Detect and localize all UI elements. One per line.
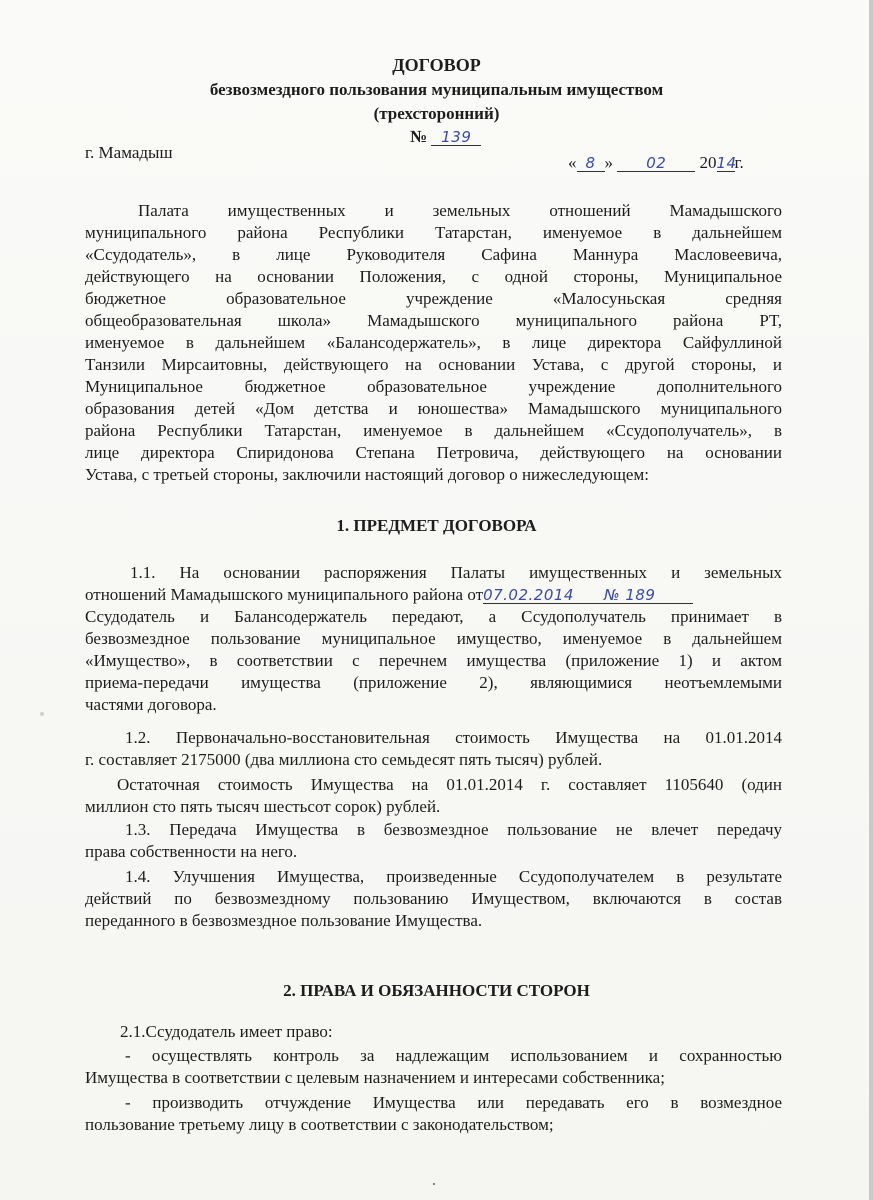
intro-line: «Ссудодатель», в лице Руководителя Сафина Маннура Масловеевича, [85,245,782,264]
intro-line: образования детей «Дом детства и юношества» Мамадышского муниципального [85,399,782,418]
number-label: № [410,127,428,146]
contract-date: « 8 » 02 2014г. [568,153,744,172]
clause-1-3-line: права собственности на него. [85,842,298,861]
clause-1-1-line: приема-передачи имущества (приложение 2), являющимися неотъемлемыми [85,673,782,692]
clause-2-1: 2.1.Ссудодатель имеет право: [120,1022,333,1041]
intro-line: общеобразовательная школа» Мамадышского муниципального района РТ, [85,311,782,330]
clause-1-2b-line: Остаточная стоимость Имущества на 01.01.2014 г. составляет 1105640 (один [117,775,782,794]
intro-line: муниципального района Республики Татарстан, именуемое в дальнейшем [85,223,782,242]
clause-1-1-line: отношений Мамадышского муниципального района от07.02.2014 № 189 [85,585,693,605]
clause-1-1-line: безвозмездное пользование муниципальное имущество, именуемое в дальнейшем [85,629,782,648]
intro-line: именуемое в дальнейшем «Балансодержатель», в лице директора Сайфуллиной [85,333,782,352]
page-edge [869,0,873,1200]
right-item-line: пользование третьему лицу в соответствии с законодательством; [85,1115,554,1134]
order-number: № 189 [603,586,656,604]
date-day: 8 [577,155,605,172]
clause-1-2b-line: миллион сто пять тысяч шестьсот сорок) рублей. [85,797,441,816]
document-subtitle: безвозмездного пользования муниципальным имуществом [209,80,664,99]
document-title: ДОГОВОР [392,55,481,75]
place: г. Мамадыш [85,143,173,162]
intro-line: района Республики Татарстан, именуемое в дальнейшем «Ссудополучатель», в [85,421,782,440]
clause-1-3-line: 1.3. Передача Имущества в безвозмездное пользование не влечет передачу [125,820,782,839]
document-kind: (трехсторонний) [373,104,500,123]
section-1-heading: 1. ПРЕДМЕТ ДОГОВОРА [336,516,537,535]
intro-line: Муниципальное бюджетное образовательное учреждение дополнительного [85,377,782,396]
date-year: 14 [716,154,737,172]
clause-1-2-line: г. составляет 2175000 (два миллиона сто семьдесят пять тысяч) рублей. [85,750,603,769]
scan-speck [40,712,44,716]
order-date: 07.02.2014 [483,586,574,604]
right-item-line: - осуществлять контроль за надлежащим использованием и сохранностью [125,1046,782,1065]
intro-line: Танзили Мирсаитовны, действующего на основании Устава, с другой стороны, и [85,355,782,374]
clause-1-1-line: «Имущество», в соответствии с перечнем имущества (приложение 1) и актом [85,651,782,670]
clause-1-1-line: 1.1. На основании распоряжения Палаты имущественных и земельных [130,563,782,582]
clause-1-2-line: 1.2. Первоначально-восстановительная стоимость Имущества на 01.01.2014 [125,728,782,747]
clause-1-1-line: Ссудодатель и Балансодержатель передают, а Ссудополучатель принимает в [85,607,782,626]
clause-1-1-line: частями договора. [85,695,217,714]
clause-1-4-line: переданного в безвозмездное пользование Имущества. [85,911,483,930]
right-item-line: Имущества в соответствии с целевым назначением и интересами собственника; [85,1068,665,1087]
date-month: 02 [617,155,695,172]
intro-line: Палата имущественных и земельных отношений Мамадышского [138,201,782,220]
number-handwritten: 139 [431,129,481,146]
intro-line: действующего на основании Положения, с одной стороны, Муниципальное [85,267,782,286]
contract-number [410,127,481,147]
section-2-heading: 2. ПРАВА И ОБЯЗАННОСТИ СТОРОН [283,981,590,1000]
intro-line: Устава, с третьей стороны, заключили настоящий договор о нижеследующем: [85,465,649,484]
clause-1-4-line: 1.4. Улучшения Имущества, произведенные Ссудополучателем в результате [125,867,782,886]
intro-line: бюджетное образовательное учреждение «Малосуньская средняя [85,289,782,308]
clause-1-4-line: действий по безвозмездному пользованию Имуществом, включаются в состав [85,889,782,908]
intro-line: лице директора Спиридонова Степана Петровича, действующего на основании [85,443,782,462]
scan-speck [433,1183,435,1185]
order-handwritten [483,587,693,604]
right-item-line: - производить отчуждение Имущества или передавать его в возмездное [125,1093,782,1112]
